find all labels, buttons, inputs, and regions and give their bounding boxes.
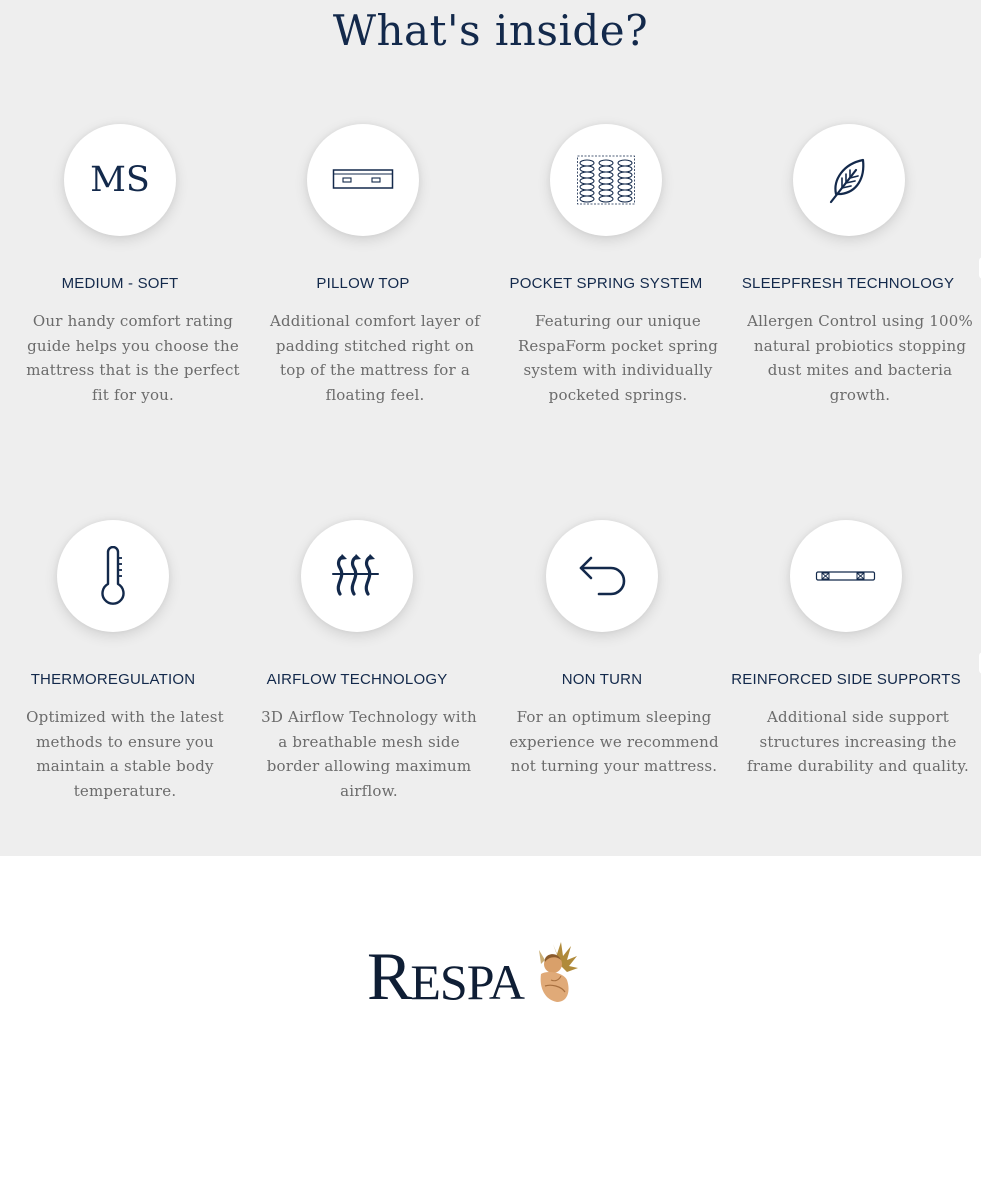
pocket-spring-icon: [550, 124, 662, 236]
feature-description: Our handy comfort rating guide helps you choose the mattress that is the perfect fit for you.: [26, 312, 240, 405]
feature-description: Featuring our unique RespaForm pocket spring system with individually pocketed springs.: [517, 312, 719, 405]
ms-badge-text: MS: [90, 159, 150, 200]
feature-title: SLEEPFRESH TECHNOLOGY: [741, 275, 955, 292]
section-title: What's inside?: [332, 6, 649, 55]
leaf-icon: [793, 124, 905, 236]
feature-title: NON TURN: [561, 671, 643, 688]
medium-soft-badge: [64, 124, 176, 236]
turn-back-icon: [546, 520, 658, 632]
feature-title: REINFORCED SIDE SUPPORTS: [731, 671, 961, 688]
feature-title: POCKET SPRING SYSTEM: [509, 275, 703, 292]
feature-title: PILLOW TOP: [316, 275, 410, 292]
feature-title: THERMOREGULATION: [30, 671, 196, 688]
cherub-mascot-icon: [531, 940, 579, 1004]
feature-description: For an optimum sleeping experience we recommend not turning your mattress.: [509, 708, 719, 776]
respa-logo[interactable]: [367, 938, 583, 1014]
airflow-icon: [301, 520, 413, 632]
feature-description: Additional comfort layer of padding stitched right on top of the mattress for a floating feel.: [269, 312, 481, 405]
feature-description: Additional side support structures increasing the frame durability and quality.: [746, 708, 970, 776]
feature-title: AIRFLOW TECHNOLOGY: [266, 671, 448, 688]
thermometer-icon: [57, 520, 169, 632]
feature-description: Allergen Control using 100% natural probiotics stopping dust mites and bacteria growth.: [747, 312, 973, 405]
pillow-top-icon: [307, 124, 419, 236]
side-support-icon: [790, 520, 902, 632]
feature-description: 3D Airflow Technology with a breathable mesh side border allowing maximum airflow.: [261, 708, 477, 801]
feature-title: MEDIUM - SOFT: [61, 275, 179, 292]
feature-description: Optimized with the latest methods to ensure you maintain a stable body temperature.: [26, 708, 224, 801]
logo-wordmark: RESPA: [367, 938, 525, 1014]
